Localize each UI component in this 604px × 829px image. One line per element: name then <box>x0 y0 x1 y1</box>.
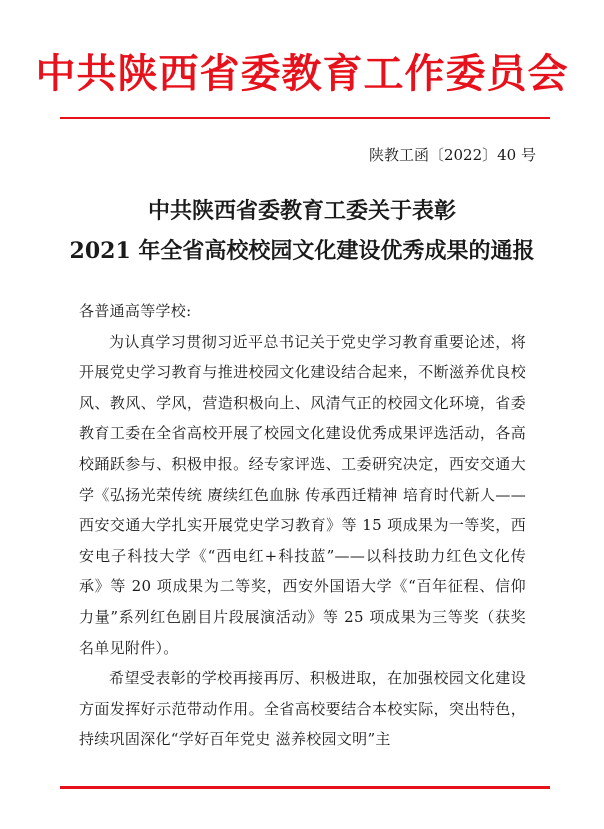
notice-title-line-2: 2021 年全省高校校园文化建设优秀成果的通报 <box>69 238 535 264</box>
document-number: 陕教工函〔2022〕40 号 <box>368 146 536 164</box>
red-header-rule <box>60 117 550 119</box>
body-paragraph-2: 希望受表彰的学校再接再厉、积极进取，在加强校园文化建设方面发挥好示范带动作用。全省高校要结合本校实际，突出特色，持续巩固深化“学好百年党史 滋养校园文明”主 <box>79 669 526 749</box>
notice-body <box>79 296 526 755</box>
issuing-organization-title: 中共陕西省委教育工作委员会 <box>35 50 569 97</box>
body-paragraph-1: 为认真学习贯彻习近平总书记关于党史学习教育重要论述，将开展党史学习教育与推进校园文化建设结合起来，不断滋养优良校风、教风、学风，营造积极向上、风清气正的校园文化环境，省委教育工委在全省高校开展了校园文化建设优秀成果评选活动，各高校踊跃参与、积极申报。经专家评选、工委研究决定，西安交通大学《弘扬光荣传统 赓续红色血脉 传承西迁精神 培育时代新人——西安交通大学扎实开展党史学习教育》等 15 项成果为一等奖，西安电子科技大学《“西电红+科技蓝”——以科技助力红色文化传承》等 20 项成果为二等奖，西安外国语大学《“百年征程、信仰力量”系列红色剧目片段展演活动》等 25 项成果为三等奖（获奖名单见附件）。 <box>79 332 526 657</box>
red-footer-rule <box>60 786 550 789</box>
notice-title-line-1: 中共陕西省委教育工委关于表彰 <box>147 198 456 224</box>
salutation: 各普通高等学校: <box>79 302 192 320</box>
